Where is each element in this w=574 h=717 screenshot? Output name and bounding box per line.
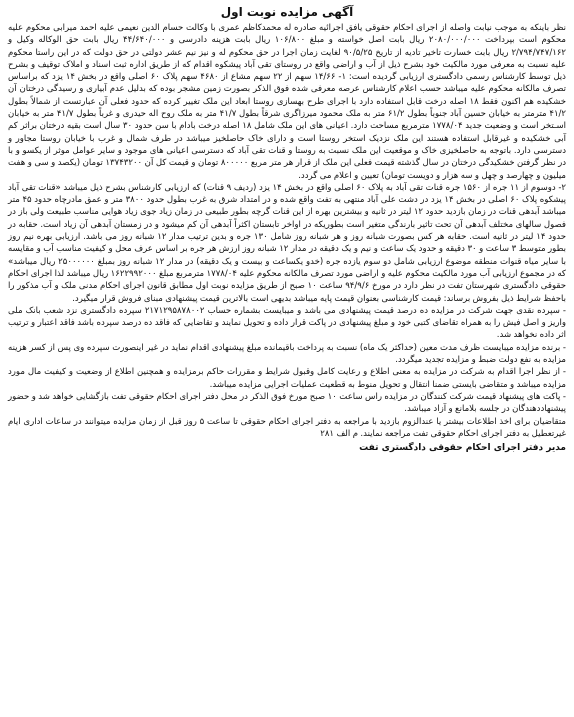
notice-signature: مدیر دفتر اجرای احکام حقوقی دادگستری تفت — [359, 443, 566, 454]
paragraph-inquiries: متقاضیان برای اخذ اطلاعات بیشتر یا عندالزوم بازدید با مراجعه به دفتر اجرای احکام حقوقی تا ساعت ۵ روز قبل از زمان مزایده میتوانند در ساعات اداری ایام غیرتعطیل به دفتر اجرای احکام حقوقی تفت مراجعه نمایند. م الف ۲۸۱ — [8, 416, 566, 439]
paragraph-property-two: ۲- دوسوم از ۱۱ جره از ۱۵۶۰ جره قنات تقی آباد به پلاک ۶۰ اصلی واقع در بخش ۱۴ یزد (ردیف ۹ قنات) که ارزیابی کارشناس بشرح ذیل میباشد «قنات تقی آباد پیشکوه پلاک ۶۰ اصلی در بخش ۱۴ یزد در دشت علی آباد منتهی به تفت واقع شده و در امتداد شرق به غرب بطول حدود ۳۸۰۰ متر و عمق مادرچاه حدود ۴۵ متر میباشد آبدهی قنات در زمان بازدید حدود ۱۲ لیتر در ثانیه و بیشترین بهره از این قنات گرچه بطور طبیعی در زمان زیاد جوی زیاد هوایی مناسب طبیعت ولی باز در فصول سالهای مختلف آبدهی آن تحت تاثیر بارندگی متغیر است بطوریکه در اواخر تابستان اکثراً آبدهی آن کم میشود و در زمستان آبدهی آن زیاد است. حقابه در حدود ۱۴ لیتر در ثانیه است. حقابه هر کس بصورت شبانه روز و هر شبانه روز شامل ۱۳۰ جره و بدین ترتیب مدار ۱۲ شبانه روز می باشد. ارزیابی بهره نیم روز بطور متوسط ۳ ساعت و ۳۰ دقیقه و حدود یک ساعت و نیم و یک دقیقه در مدار ۱۲ شبانه روز ارزش هر جره بر اساس عرف محل و کیفیت مناسب آب و مقایسه با سایر میاه قنوات منطقه موضوع ارزیابی شامل دو سوم یازده جره (خدو یکساعت و بیست و یک دقیقه) در مدار ۱۲ شبانه روز بمبلغ ۲۵۰۰۰۰۰۰ ریال میباشد» که در مجموع ارزیابی آب مورد مالکیت محکوم علیه و اراضی مورد تصرف مالکانه محکوم علیه ۱۷۷۸/۰۴ مترمربع مبلغ ۱۶۲۲۹۹۲۰۰۰ ریال میباشد لذا اجرای احکام حقوقی دادگستری شهرستان تفت در نظر دارد در مورخ ۹۴/۹/۶ ساعت ۱۰ صبح از طریق مزایده نوبت اول مطابق قانون اجرای احکام مدنی ملک و آب مذکور را باحفظ شرایط ذیل بفروش برساند: قیمت کارشناسی بعنوان قیمت پایه میباشد بدیهی است بالاترین قیمت پیشنهادی مبنای فروش قرار میگیرد. — [8, 182, 567, 304]
paragraph-opening-bids: - پاکت های پیشنهاد قیمت شرکت کنندگان در مزایده راس ساعت ۱۰ صبح مورخ فوق الذکر در محل دفتر اجرای احکام حقوقی تفت بازگشایی خواهد شد و حضور پیشنهاددهندگان در جلسه بلامانع و آزاد میباشد. — [8, 391, 566, 415]
notice-title: آگهی مزایده نوبت اول — [220, 5, 354, 19]
paragraph-property-one: نظر باینکه به موجب نیابت واصله از اجرای احکام حقوقی یافق اجرائیه صادره له محمدکاظم عمری با وکالت حسام الدین نعیمی علیه احمد میرابی محکوم علیه محکوم است بپرداخت ۲۰۸۰/۰۰۰/۰۰۰ ریال بابت اصل خواسته و مبلغ ۱۰۶/۸۰۰ ریال بابت هزینه دادرسی و ۴۴/۶۴۰/۰۰۰ ریال بابت حق الوکاله وکیل و ۲/۷۹۴/۷۴۷/۱۶۲ ریال بابت خسارت تاخیر تادیه از تاریخ ۹۰/۵/۲۵ لغایت زمان اجرا در حق محکوم له و نیز نیم عشر دولتی در حق دولت که در این راستا محکوم علیه نسبت به معرفی مورد مالکیت خود بشرح ذیل از آب و اراضی واقع در روستای تقی آباد پیشکوه اقدام که از طریق اداره ثبت اسناد و املاک توقیف و بشرح ذیل توسط کارشناس رسمی دادگستری ارزیابی گردیده است: ۱- ۱۴/۶۶ سهم از ۲۲ سهم مشاع از ۴۶۸۰ سهم پلاک ۶۰ اصلی واقع در بخش ۱۴ یزد که براساس تصرف مالکانه محکوم علیه میباشد حسب اعلام کارشناس عرصه معرفی شده فوق الذکر بصورت زمین مشجر بوده که بدلیل عدم آبیاری و رسیدگی درختان آن خشکیده هم اکنون فقط ۱۸ اصله درخت قابل استفاده دارد با اجرای طرح بهسازی روستا ابعاد این ملک تغییر کرده که حدود فعلی آن عبارتست از شمالاً بطول ۴۱/۲ مترمتر به خیابان حسین آباد جنوباً بطول ۶۱/۲ متر به ملک محمود میرزاگری شرقاً بطول ۴۱/۷ متر به ملک روح اله حیدری و غرباً بطول ۴۱/۷ متر به خیابان اسـتخر است و وضعیت جدید ۱۷۷۸/۰۴ مترمربع مساحت دارد. اعیانی های این ملک شامل ۱۸ اصله درخت بادام با سن حدود ۳۰ سال است بقیه درختان براثر کم آبی خشکیده و غیرقابل استفاده هستند این ملک نزدیک استخر روستا است و دارای خاک حاصلخیز میباشد در طرف شمال و غرب با خیابان روستا مجاور و دسترسی دارد. باتوجه به حاصلخیزی خاک و موقعیت این ملک نسبت به روستا و قنات تقی آباد که دسترسی اعیانی های موجود و سایر عوامل موثر از یکسو و با در نظر گرفتن خشکیدگی درختان در سال گذشته قیمت فعلی این ملک از قرار هر متر مربع ۸۰۰۰۰۰ تومان و قیمت کل آن ۱۳۷۴۳۲۰۰ تومان (یکصد و سی و هفت میلیون و چهارصد و چهل و سه هزار و دویست تومان) تعیین و اعلام می گردد. — [8, 23, 567, 181]
paragraph-deposit-terms: - سپرده نقدی جهت شرکت در مزایده ده درصد قیمت پیشنهادی می باشد و میبایست بشماره حساب ۲۱۷۱۲۹۵۸۷۸۰۰۲ سپرده دادگستری نزد شعب بانک ملی واریز و اصل فیش را به همراه تقاضای کتبی خود و مبلغ پیشنهادی در پاکت قرار داده و تحویل نمایند و تقاضایی که فاقد ده درصد سپرده باشد فاقد اعتبار و ترتیب اثر داده نخواهد شد. — [8, 305, 567, 341]
paragraph-winner-terms: - برنده مزایده میبایست ظرف مدت معین (حداکثر یک ماه) نسبت به پرداخت باقیمانده مبلغ پیشنهادی اقدام نماید در غیر اینصورت سپرده وی پس از کسر هزینه مزایده به نفع دولت ضبط و مزایده تجدید میگردد. — [8, 342, 566, 366]
paragraph-participation-terms: - از نظر اجرا اقدام به شرکت در مزایده به معنی اطلاع و رعایت کامل وقبول شرایط و مقررات حاکم برمزایده و همچنین اطلاع از وضعیت و کیفیت مال مورد مزایده میباشد و متقاضی بایستی ضمنا انتقال و تحویل منوط به قطعیت عملیات اجرایی مزایده میباشد. — [8, 367, 566, 390]
notice-body — [8, 22, 566, 440]
